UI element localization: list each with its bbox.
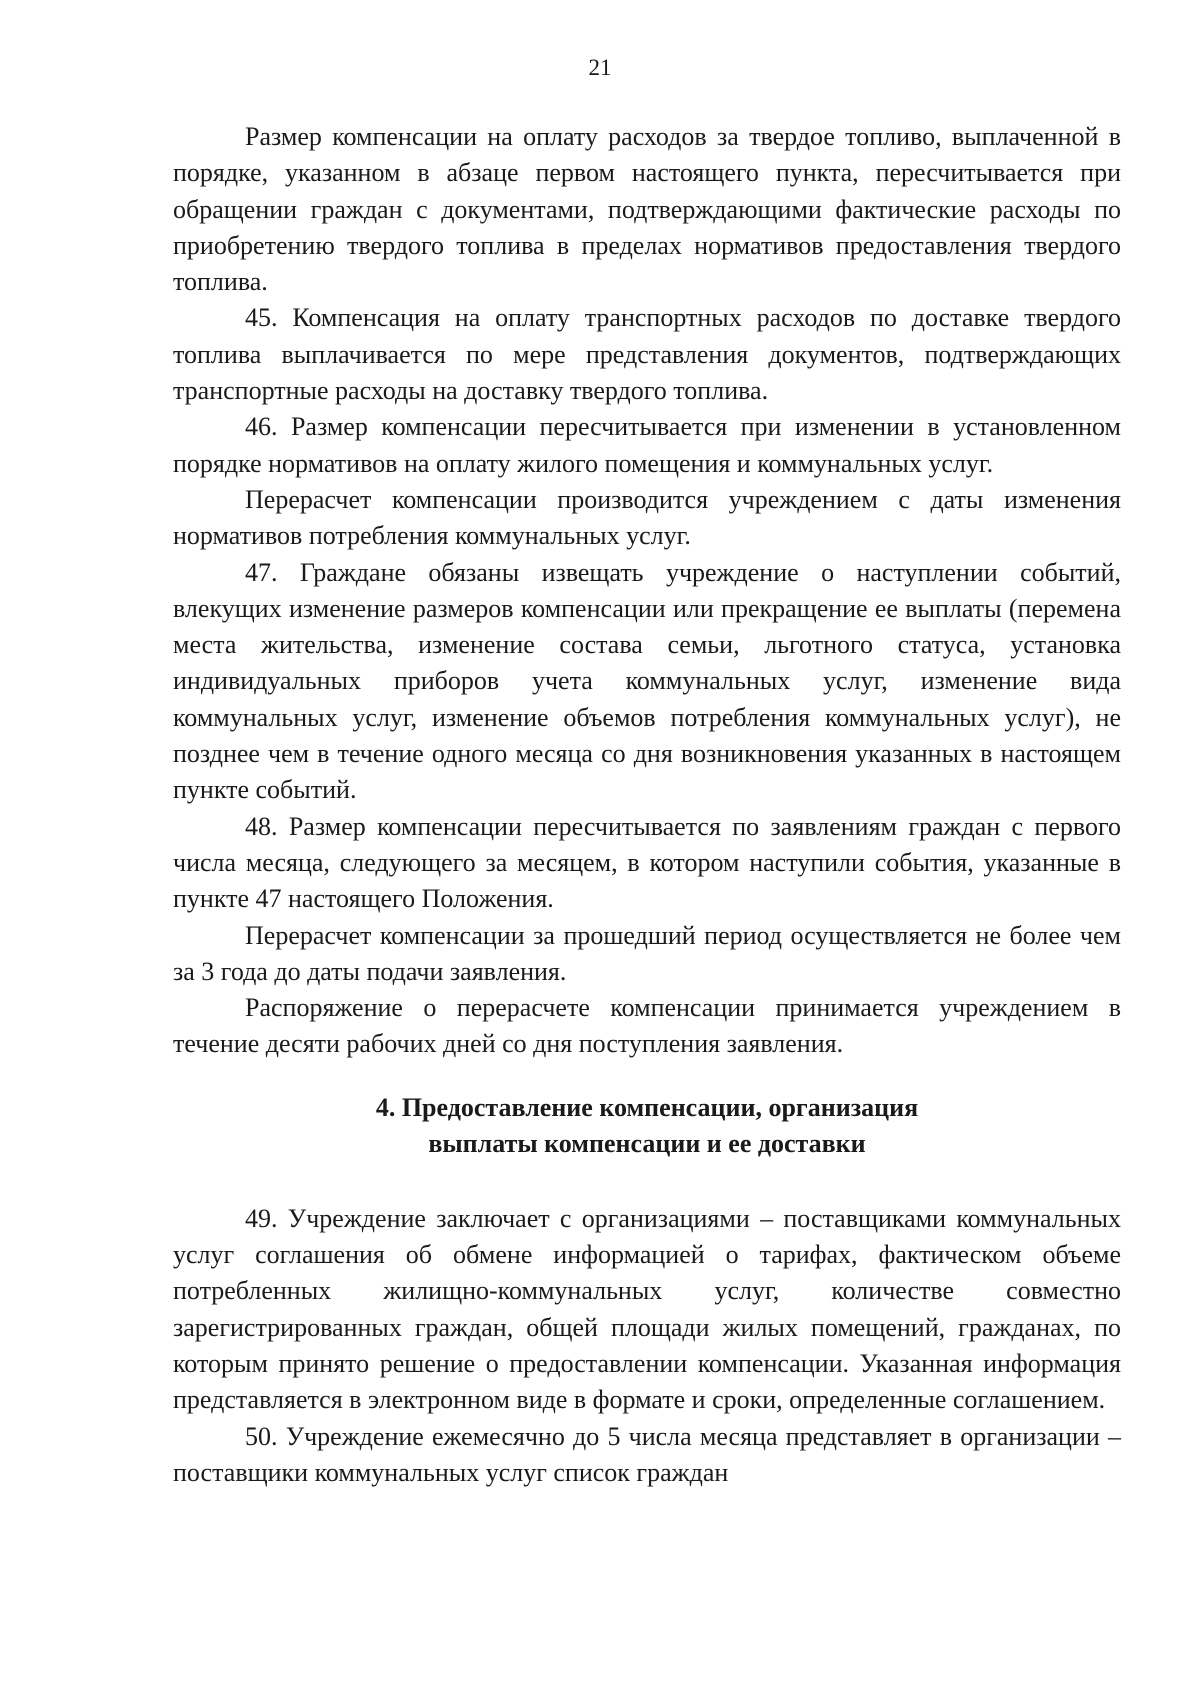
paragraph-46-recalc: Перерасчет компенсации производится учреждением с даты изменения нормативов потребления коммунальных услуг. <box>173 484 1121 551</box>
paragraph-47: 47. Граждане обязаны извещать учреждение о наступлении событий, влекущих изменение размеров компенсации или прекращение ее выплаты (перемена места жительства, изменение состава семьи, льготного статуса, установка индивидуальных приборов учета коммунальных услуг, изменение вида коммунальных услуг, изменение объемов потребления коммунальных услуг), не позднее чем в течение одного месяца со дня возникновения указанных в настоящем пункте событий. <box>173 557 1121 805</box>
paragraph-48: 48. Размер компенсации пересчитывается по заявлениям граждан с первого числа месяца, следующего за месяцем, в котором наступили события, указанные в пункте 47 настоящего Положения. <box>173 811 1121 914</box>
paragraph-48-order: Распоряжение о перерасчете компенсации принимается учреждением в течение десяти рабочих дней со дня поступления заявления. <box>173 993 1121 1059</box>
page-number: 21 <box>588 55 612 80</box>
section-heading-line-2: выплаты компенсации и ее доставки <box>428 1128 866 1158</box>
paragraph-49: 49. Учреждение заключает с организациями – поставщиками коммунальных услуг соглашения об обмене информацией о тарифах, фактическом объеме потребленных жилищно-коммунальных услуг, количестве совместно зарегистрированных граждан, общей площади жилых помещений, гражданах, по которым принято решение о предоставлении компенсации. Указанная информация представляется в электронном виде в формате и сроки, определенные соглашением. <box>173 1203 1121 1415</box>
paragraph-46: 46. Размер компенсации пересчитывается при изменении в установленном порядке нормативов на оплату жилого помещения и коммунальных услуг. <box>173 412 1121 478</box>
paragraph-48-period: Перерасчет компенсации за прошедший период осуществляется не более чем за 3 года до даты подачи заявления. <box>173 920 1121 986</box>
section-heading <box>173 1090 1121 1162</box>
paragraph-45: 45. Компенсация на оплату транспортных расходов по доставке твердого топлива выплачивается по мере представления документов, подтверждающих транспортные расходы на доставку твердого топлива. <box>173 303 1121 406</box>
paragraph-solid-fuel-recalc: Размер компенсации на оплату расходов за твердое топливо, выплаченной в порядке, указанном в абзаце первом настоящего пункта, пересчитывается при обращении граждан с документами, подтверждающими фактические расходы по приобретению твердого топлива в пределах нормативов предоставления твердого топлива. <box>173 122 1121 297</box>
section-heading-line-1: 4. Предоставление компенсации, организация <box>375 1092 919 1122</box>
paragraph-50: 50. Учреждение ежемесячно до 5 числа месяца представляет в организации – поставщики коммунальных услуг список граждан <box>173 1421 1121 1487</box>
document-body <box>173 119 1121 1491</box>
